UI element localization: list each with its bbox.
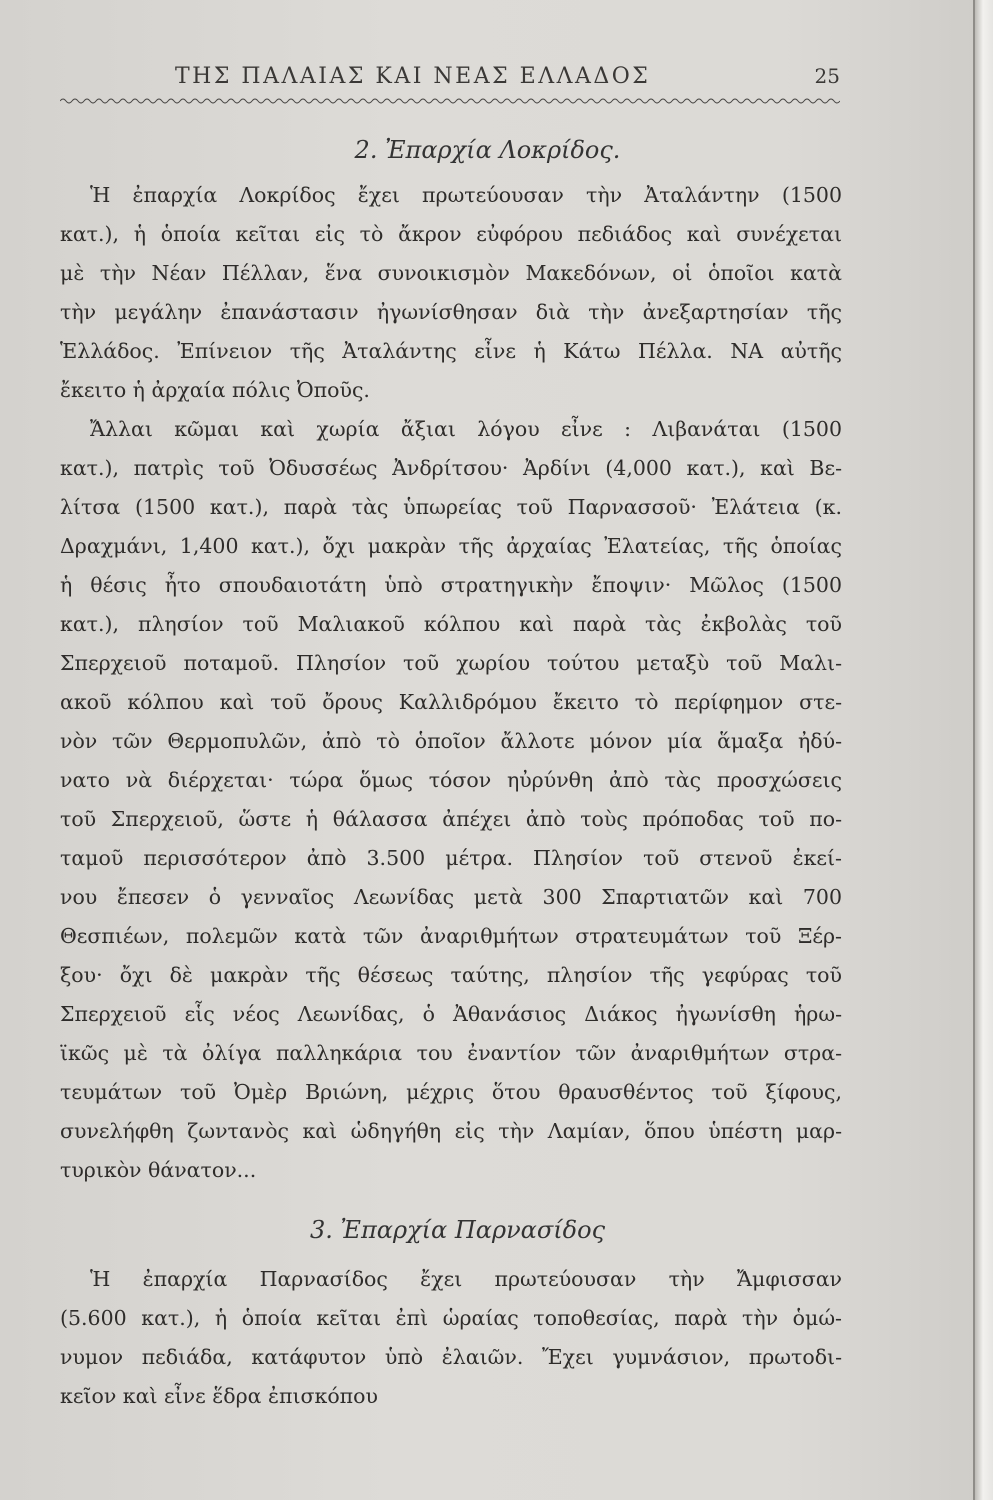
text-line: νυμον πεδιάδα, κατάφυτον ὑπὸ ἐλαιῶν. Ἔχει γυμνάσιον, πρωτοδι-	[60, 1345, 842, 1369]
text-line: κατ.), πλησίον τοῦ Μαλιακοῦ κόλπου καὶ παρὰ τὰς ἐκβολὰς τοῦ	[60, 612, 842, 636]
page-edge	[973, 0, 993, 1500]
text-line: Σπερχειοῦ ποταμοῦ. Πλησίον τοῦ χωρίου τούτου μεταξὺ τοῦ Μαλι-	[60, 651, 842, 675]
text-line: (5.600 κατ.), ἡ ὁποία κεῖται ἐπὶ ὡραίας τοποθεσίας, παρὰ τὴν ὁμώ-	[60, 1306, 842, 1330]
text-line: ακοῦ κόλπου καὶ τοῦ ὄρους Καλλιδρόμου ἔκειτο τὸ περίφημον στε-	[60, 690, 842, 714]
text-line: τὴν μεγάλην ἐπανάστασιν ἠγωνίσθησαν διὰ τὴν ἀνεξαρτησίαν τῆς	[60, 300, 842, 324]
text-line: Σπερχειοῦ εἷς νέος Λεωνίδας, ὁ Ἀθανάσιος Διάκος ἠγωνίσθη ἡρω-	[60, 1002, 842, 1026]
text-line: ἡ θέσις ἦτο σπουδαιοτάτη ὑπὸ στρατηγικὴν ἔποψιν· Μῶλος (1500	[60, 573, 842, 597]
text-line: Θεσπιέων, πολεμῶν κατὰ τῶν ἀναριθμήτων στρατευμάτων τοῦ Ξέρ-	[60, 924, 842, 948]
text-line: Ἄλλαι κῶμαι καὶ χωρία ἄξιαι λόγου εἶνε : Λιβανάται (1500	[90, 417, 842, 441]
text-line: τυρικὸν θάνατον...	[60, 1158, 257, 1182]
section-heading-lokridos: 2. Ἐπαρχία Λοκρίδος.	[354, 136, 621, 164]
text-line: Ἑλλάδος. Ἐπίνειον τῆς Ἀταλάντης εἶνε ἡ Κάτω Πέλλα. ΝΑ αὐτῆς	[60, 339, 842, 363]
text-line: κατ.), ἡ ὁποία κεῖται εἰς τὸ ἄκρον εὐφόρου πεδιάδος καὶ συνέχεται	[60, 222, 842, 246]
text-line: ϊκῶς μὲ τὰ ὀλίγα παλληκάρια του ἐναντίον τῶν ἀναριθμήτων στρα-	[60, 1041, 842, 1065]
page-number: 25	[814, 64, 840, 88]
text-line: συνελήφθη ζωντανὸς καὶ ὡδηγήθη εἰς τὴν Λαμίαν, ὅπου ὑπέστη μαρ-	[60, 1119, 842, 1143]
text-line: κεῖον καὶ εἶνε ἕδρα ἐπισκόπου	[60, 1384, 378, 1408]
text-line: ταμοῦ περισσότερον ἀπὸ 3.500 μέτρα. Πλησίον τοῦ στενοῦ ἐκεί-	[60, 846, 842, 870]
text-line: Ἡ ἐπαρχία Λοκρίδος ἔχει πρωτεύουσαν τὴν Ἀταλάντην (1500	[90, 183, 842, 207]
text-line: ξου· ὄχι δὲ μακρὰν τῆς θέσεως ταύτης, πλησίον τῆς γεφύρας τοῦ	[60, 963, 842, 987]
running-head-title: ΤΗΣ ΠΑΛΑΙΑΣ ΚΑΙ ΝΕΑΣ ΕΛΛΑΔΟΣ	[175, 64, 651, 89]
text-line: Ἡ ἐπαρχία Παρνασίδος ἔχει πρωτεύουσαν τὴν Ἄμφισσαν	[90, 1267, 842, 1291]
section-heading-parnasidos: 3. Ἐπαρχία Παρνασίδος	[309, 1216, 606, 1244]
text-line: τοῦ Σπερχειοῦ, ὥστε ἡ θάλασσα ἀπέχει ἀπὸ τοὺς πρόποδας τοῦ πο-	[60, 807, 842, 831]
decorative-wavy-rule	[60, 96, 840, 106]
text-line: νατο νὰ διέρχεται· τώρα ὅμως τόσον ηὐρύνθη ἀπὸ τὰς προσχώσεις	[60, 768, 842, 792]
text-line: ἔκειτο ἡ ἀρχαία πόλις Ὀποῦς.	[60, 378, 370, 402]
section-text-lokridos	[60, 176, 842, 1190]
text-line: κατ.), πατρὶς τοῦ Ὀδυσσέως Ἀνδρίτσου· Ἀρδίνι (4,000 κατ.), καὶ Βε-	[60, 456, 842, 480]
section-text-parnasidos	[60, 1260, 842, 1416]
text-line: λίτσα (1500 κατ.), παρὰ τὰς ὑπωρείας τοῦ Παρνασσοῦ· Ἐλάτεια (κ.	[60, 495, 842, 519]
text-line: νου ἔπεσεν ὁ γενναῖος Λεωνίδας μετὰ 300 Σπαρτιατῶν καὶ 700	[60, 885, 842, 909]
text-line: τευμάτων τοῦ Ὀμὲρ Βριώνη, μέχρις ὅτου θραυσθέντος τοῦ ξίφους,	[60, 1080, 842, 1104]
text-line: νὸν τῶν Θερμοπυλῶν, ἀπὸ τὸ ὁποῖον ἄλλοτε μόνον μία ἅμαξα ἠδύ-	[60, 729, 842, 753]
text-line: Δραχμάνι, 1,400 κατ.), ὄχι μακρὰν τῆς ἀρχαίας Ἐλατείας, τῆς ὁποίας	[60, 534, 842, 558]
text-line: μὲ τὴν Νέαν Πέλλαν, ἕνα συνοικισμὸν Μακεδόνων, οἱ ὁποῖοι κατὰ	[60, 261, 842, 285]
